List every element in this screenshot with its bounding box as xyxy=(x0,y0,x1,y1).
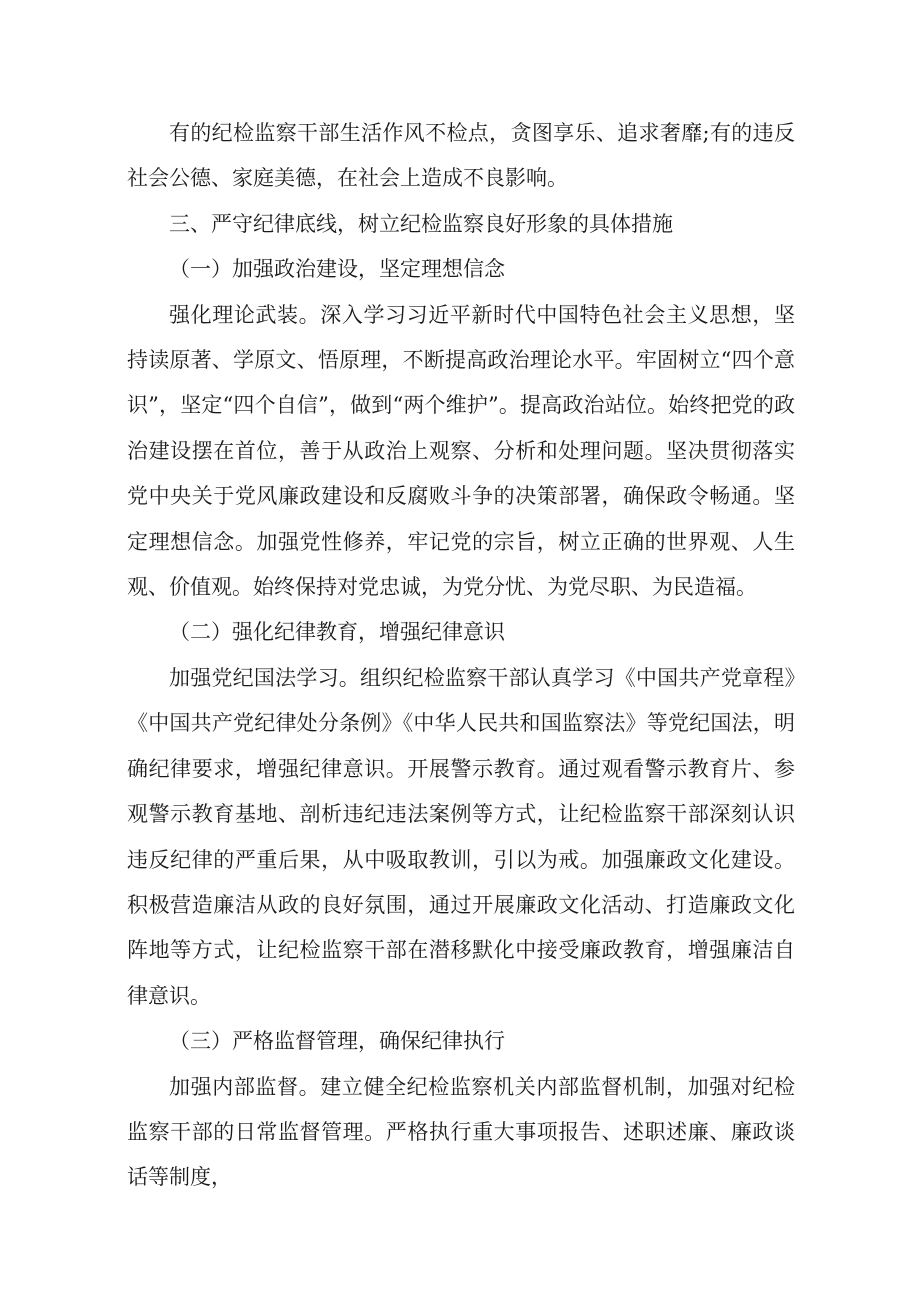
body-paragraph: 强化理论武装。深入学习习近平新时代中国特色社会主义思想，坚持读原著、学原文、悟原理，不断提高政治理论水平。牢固树立“四个意识”，坚定“四个自信”，做到“两个维护”。提高政治站位。始终把党的政治建设摆在首位，善于从政治上观察、分析和处理问题。坚决贯彻落实党中央关于党风廉政建设和反腐败斗争的决策部署，确保政令畅通。坚定理想信念。加强党性修养，牢记党的宗旨，树立正确的世界观、人生观、价值观。始终保持对党忠诚，为党分忧、为党尽职、为民造福。 xyxy=(127,302,795,600)
body-paragraph: 有的纪检监察干部生活作风不检点，贪图享乐、追求奢靡;有的违反社会公德、家庭美德，在社会上造成不良影响。 xyxy=(127,121,795,191)
sub-heading: （三）严格监督管理，确保纪律执行 xyxy=(169,1029,505,1054)
body-paragraph: 加强党纪国法学习。组织纪检监察干部认真学习《中国共产党章程》《中国共产党纪律处分条例》《中华人民共和国监察法》等党纪国法，明确纪律要求，增强纪律意识。开展警示教育。通过观看警示教育片、参观警示教育基地、剖析违纪违法案例等方式，让纪检监察干部深刻认识违反纪律的严重后果，从中吸取教训，引以为戒。加强廉政文化建设。积极营造廉洁从政的良好氛围，通过开展廉政文化活动、打造廉政文化阵地等方式，让纪检监察干部在潜移默化中接受廉政教育，增强廉洁自律意识。 xyxy=(127,665,795,1008)
body-paragraph: 加强内部监督。建立健全纪检监察机关内部监督机制，加强对纪检监察干部的日常监督管理。严格执行重大事项报告、述职述廉、廉政谈话等制度， xyxy=(127,1074,795,1190)
sub-heading: （一）加强政治建设，坚定理想信念 xyxy=(169,257,505,282)
sub-heading: （二）强化纪律教育，增强纪律意识 xyxy=(169,620,505,645)
document-body xyxy=(127,111,795,1201)
section-heading: 三、严守纪律底线，树立纪检监察良好形象的具体措施 xyxy=(169,211,673,236)
